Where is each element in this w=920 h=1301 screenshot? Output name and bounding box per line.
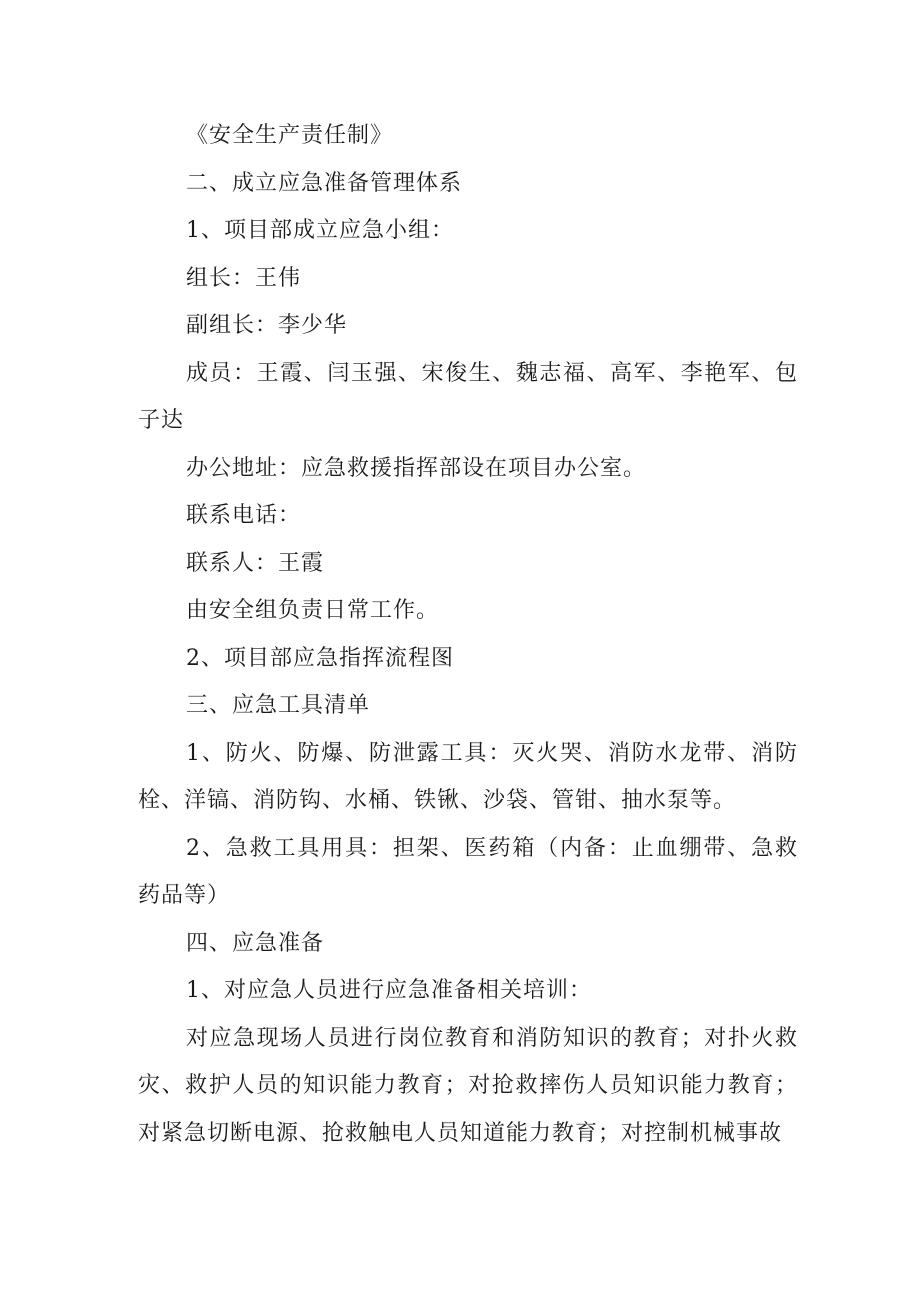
heading-section-4: 四、应急准备 <box>186 930 325 956</box>
paragraph-contact: 联系人：王霞 <box>186 550 325 576</box>
paragraph-deputy-leader: 副组长：李少华 <box>186 313 348 338</box>
paragraph-team-setup: 1、项目部成立应急小组： <box>186 218 454 243</box>
paragraph-flowchart: 2、项目部应急指挥流程图 <box>186 645 454 671</box>
paragraph-office-address: 办公地址：应急救援指挥部设在项目办公室。 <box>186 455 647 481</box>
document-body <box>138 112 798 1157</box>
paragraph-fire-tools: 1、防火、防爆、防泄露工具：灭火哭、消防水龙带、消防栓、洋镐、消防钩、水桶、铁锹、沙袋、管钳、抽水泵等。 <box>138 740 798 813</box>
paragraph-doc-ref: 《安全生产责任制》 <box>186 123 394 148</box>
heading-section-2: 二、成立应急准备管理体系 <box>186 170 463 196</box>
paragraph-leader: 组长：王伟 <box>186 265 302 291</box>
paragraph-members: 成员：王霞、闫玉强、宋俊生、魏志福、高军、李艳军、包子达 <box>138 360 798 433</box>
heading-section-3: 三、应急工具清单 <box>186 693 371 718</box>
paragraph-daily-work: 由安全组负责日常工作。 <box>186 598 440 623</box>
paragraph-training: 1、对应急人员进行应急准备相关培训： <box>186 978 592 1003</box>
paragraph-first-aid-tools: 2、急救工具用具：担架、医药箱（内备：止血绷带、急救药品等） <box>138 835 798 908</box>
paragraph-education: 对应急现场人员进行岗位教育和消防知识的教育；对扑火救灾、救护人员的知识能力教育；对抢救摔伤人员知识能力教育；对紧急切断电源、抢救触电人员知道能力教育；对控制机械事故 <box>138 1025 798 1146</box>
paragraph-phone: 联系电话： <box>186 503 302 528</box>
